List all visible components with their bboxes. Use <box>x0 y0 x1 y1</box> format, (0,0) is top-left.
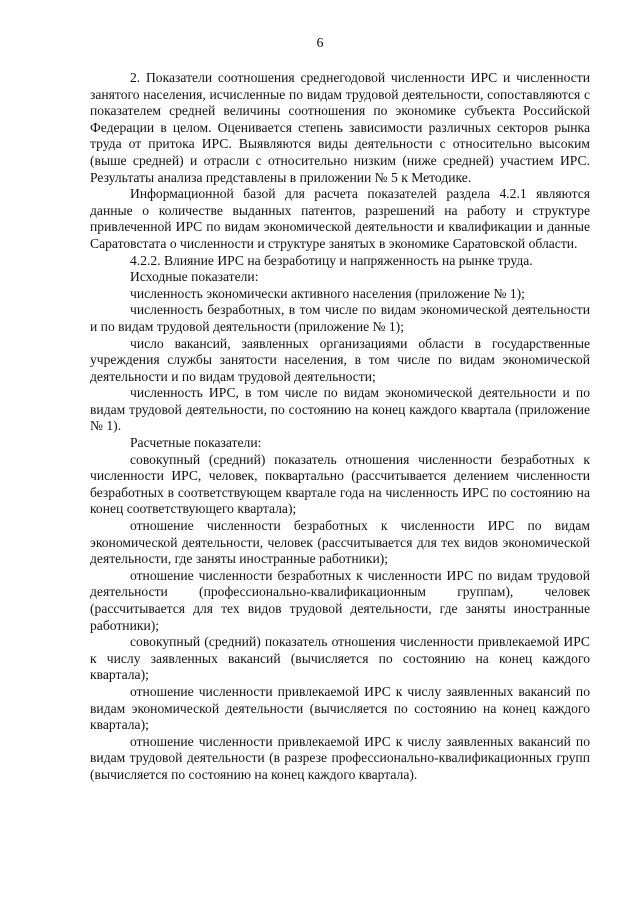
paragraph-source-indicators-label: Исходные показатели: <box>130 269 259 285</box>
list-item: отношение численности безработных к численности ИРС по видам экономической деятельности, человек (рассчитывается для тех видов экономической деятельности, где заняты иностранные работники); <box>90 518 590 567</box>
list-item: отношение численности безработных к численности ИРС по видам трудовой деятельности (профессионально-квалификационным группам), человек (рассчитывается для тех видов трудовой деятельности, где заняты иностранные работники); <box>90 567 590 633</box>
paragraph-information-base: Информационной базой для расчета показателей раздела 4.2.1 являются данные о количестве выданных патентов, разрешений на работу и структуре привлеченной ИРС по видам экономической деятельности и квалификации и данные Саратовстата о численности и структуре занятых в экономике Саратовской области. <box>90 186 590 251</box>
section-heading-4-2-2: 4.2.2. Влияние ИРС на безработицу и напряженность на рынке труда. <box>130 252 533 268</box>
list-item: численность экономически активного населения (приложение № 1); <box>130 285 525 301</box>
document-body <box>90 70 590 784</box>
page-number: 6 <box>316 36 324 51</box>
paragraph-calculated-indicators-label: Расчетные показатели: <box>130 435 262 451</box>
list-item: совокупный (средний) показатель отношения численности безработных к численности ИРС, человек, поквартально (рассчитывается делением численности безработных в соответствующем квартале года на численность ИРС по состоянию на конец соответствующего квартала); <box>90 451 590 517</box>
list-item: численность безработных, в том числе по видам экономической деятельности и по видам трудовой деятельности (приложение № 1); <box>90 302 590 334</box>
list-item: численность ИРС, в том числе по видам экономической деятельности и по видам трудовой деятельности, по состоянию на конец каждого квартала (приложение № 1). <box>90 385 590 434</box>
list-item: совокупный (средний) показатель отношения численности привлекаемой ИРС к числу заявленных вакансий (вычисляется по состоянию на конец каждого квартала); <box>90 634 590 683</box>
paragraph-indicators-ratio: 2. Показатели соотношения среднегодовой численности ИРС и численности занятого населения, исчисленные по видам трудовой деятельности, сопоставляются с показателем средней величины соотношения по экономике субъекта Российской Федерации в целом. Оценивается степень зависимости различных секторов рынка труда от притока ИРС. Выявляются виды деятельности с относительно высоким (выше средней) и отрасли с относительно низким (ниже средней) участием ИРС. Результаты анализа представлены в приложении № 5 к Методике. <box>90 70 590 185</box>
list-item: число вакансий, заявленных организациями области в государственные учреждения службы занятости населения, в том числе по видам экономической деятельности и по видам трудовой деятельности; <box>90 335 590 384</box>
list-item: отношение численности привлекаемой ИРС к числу заявленных вакансий по видам трудовой деятельности (в разрезе профессионально-квалификационных групп (вычисляется по состоянию на конец каждого квартала). <box>90 733 590 782</box>
list-item: отношение численности привлекаемой ИРС к числу заявленных вакансий по видам экономической деятельности (вычисляется по состоянию на конец каждого квартала); <box>90 683 590 733</box>
